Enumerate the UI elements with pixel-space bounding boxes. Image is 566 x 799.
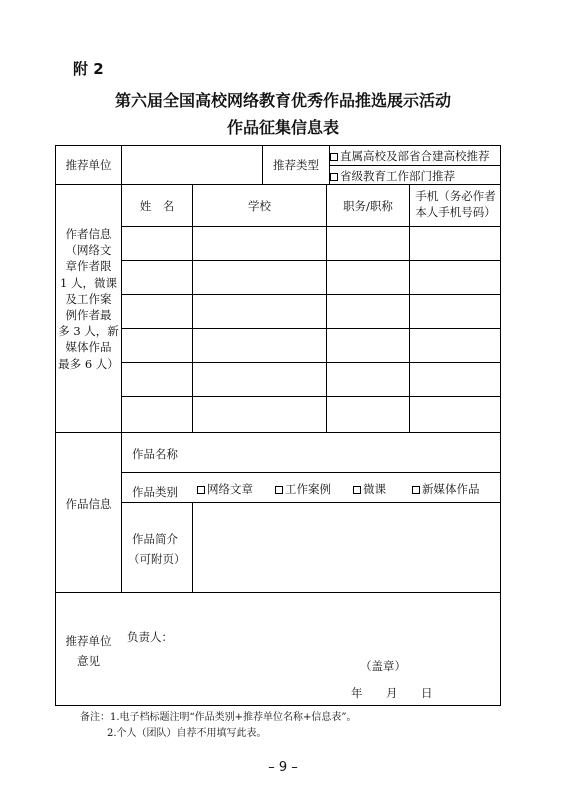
type-option-label: 省级教育工作部门推荐 [340, 169, 455, 183]
row-divider [121, 502, 501, 503]
row-divider [121, 362, 501, 363]
recommender-unit-label: 推荐单位 [65, 158, 112, 172]
header-position: 职务/职称 [343, 199, 393, 213]
work-info-label: 作品信息 [65, 497, 112, 511]
date-label: 年 月 日 [351, 686, 439, 700]
page-number: – 9 – [268, 760, 298, 775]
header-name: 姓 名 [139, 199, 175, 213]
attachment-label: 附 2 [73, 60, 104, 78]
row-divider [121, 294, 501, 295]
col-divider [192, 502, 193, 592]
type-option-label: 直属高校及部省合建高校推荐 [340, 149, 490, 163]
row-divider [121, 226, 501, 227]
recommend-type-label: 推荐类型 [273, 158, 319, 172]
row-divider [329, 165, 501, 166]
page-title: 第六届全国高校网络教育优秀作品推选展示活动 [114, 91, 451, 110]
row-divider [121, 396, 501, 397]
seal-label: （盖章） [360, 659, 406, 673]
category-option-label: 微课 [363, 482, 386, 496]
category-option-microlecture[interactable] [353, 481, 386, 497]
category-option-new-media[interactable] [412, 481, 480, 497]
opinion-label: 推荐单位 意见 [65, 634, 112, 668]
page-subtitle: 作品征集信息表 [226, 118, 339, 137]
recommender-unit-input[interactable] [123, 146, 261, 183]
category-option-label: 网络文章 [207, 482, 253, 496]
header-phone: 手机（务必作者 本人手机号码） [415, 189, 496, 219]
category-option-case[interactable] [275, 481, 331, 497]
checkbox-icon [412, 486, 420, 494]
note-2: 2.个人（团队）自荐不用填写此表。 [107, 728, 267, 739]
header-school: 学校 [248, 199, 271, 213]
checkbox-icon [197, 486, 205, 494]
checkbox-icon [275, 486, 283, 494]
type-option-direct[interactable] [330, 148, 490, 164]
work-name-label: 作品名称 [132, 447, 178, 461]
category-option-article[interactable] [197, 481, 253, 497]
checkbox-icon [330, 173, 338, 181]
row-divider [121, 472, 501, 473]
row-divider [121, 260, 501, 261]
row-divider [55, 592, 501, 593]
type-option-provincial[interactable] [330, 168, 455, 184]
note-1: 备注：1.电子档标题注明“作品类别+推荐单位名称+信息表”。 [80, 712, 357, 723]
responsible-label: 负责人： [127, 630, 173, 644]
checkbox-icon [330, 153, 338, 161]
col-divider [409, 184, 410, 432]
category-option-label: 工作案例 [285, 482, 331, 496]
checkbox-icon [353, 486, 361, 494]
col-divider [326, 184, 327, 432]
category-option-label: 新媒体作品 [422, 482, 480, 496]
work-intro-label: 作品简介 （可附页） [128, 532, 186, 566]
author-info-label: 作者信息 （网络文 章作者限 1 人，微课 及工作案 例作者最 多 3 人，新 媒体作品 最多 6 人） [58, 227, 119, 371]
row-divider [121, 328, 501, 329]
work-category-label: 作品类别 [132, 485, 178, 499]
col-divider [192, 184, 193, 432]
